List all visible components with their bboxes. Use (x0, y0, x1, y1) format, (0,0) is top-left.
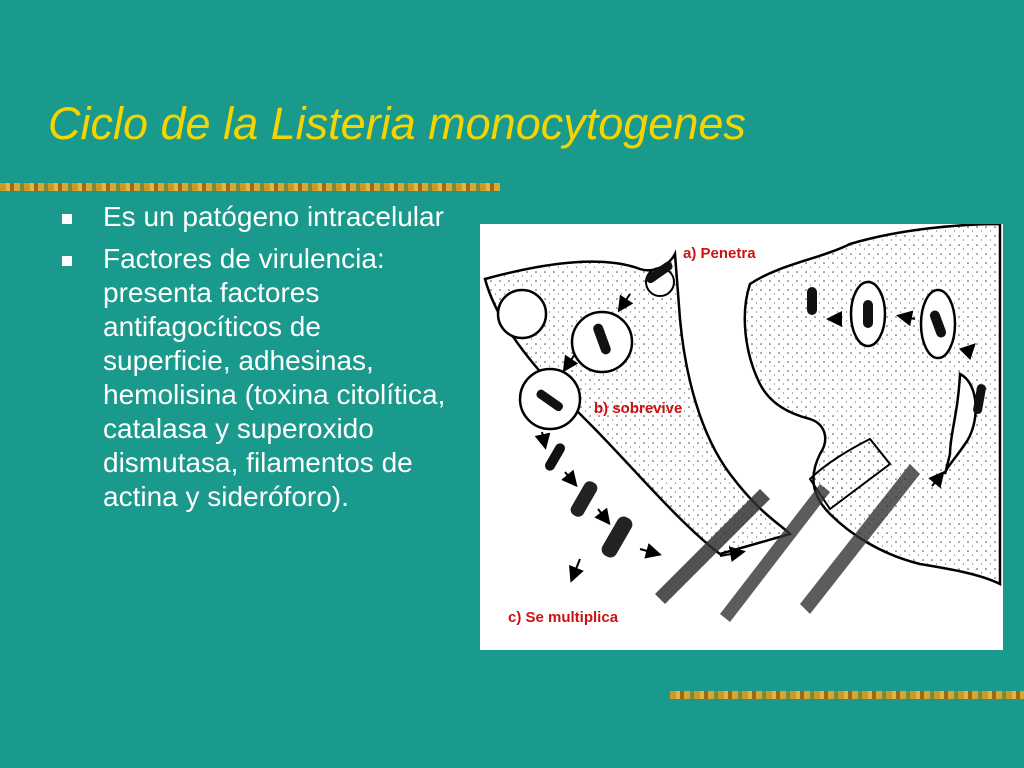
label-penetra: a) Penetra (683, 245, 756, 262)
bacterium (863, 300, 873, 328)
decorative-rule-top (0, 183, 500, 191)
label-sobrevive: b) sobrevive (594, 400, 683, 417)
label-multiplica: c) Se multiplica (508, 609, 619, 626)
listeria-cycle-diagram (480, 224, 1003, 650)
arrow (598, 509, 608, 522)
decorative-rule-bottom (670, 691, 1024, 699)
arrow (542, 432, 545, 446)
bullet-list (60, 200, 450, 522)
square-bullet-icon (62, 256, 72, 266)
bullet-text: Es un patógeno intracelular (103, 201, 444, 232)
bullet-text: Factores de virulencia: presenta factores antifagocíticos de superficie, adhesinas, hemolisina (toxina citolítica, catalasa y superoxido dismutasa, filamentos de actina y sideróforo). (103, 243, 446, 512)
bacterium (599, 514, 635, 560)
bullet-item (60, 242, 450, 514)
square-bullet-icon (62, 214, 72, 224)
arrow (640, 549, 658, 554)
diagram-drawing (480, 224, 1003, 650)
bacterium (543, 442, 567, 473)
slide-title: Ciclo de la Listeria monocytogenes (48, 98, 746, 149)
vacuole (498, 290, 546, 338)
arrow (572, 559, 580, 579)
bacterium (568, 479, 599, 519)
bacterium (807, 287, 817, 315)
bullet-item (60, 200, 450, 234)
arrow (565, 472, 575, 484)
